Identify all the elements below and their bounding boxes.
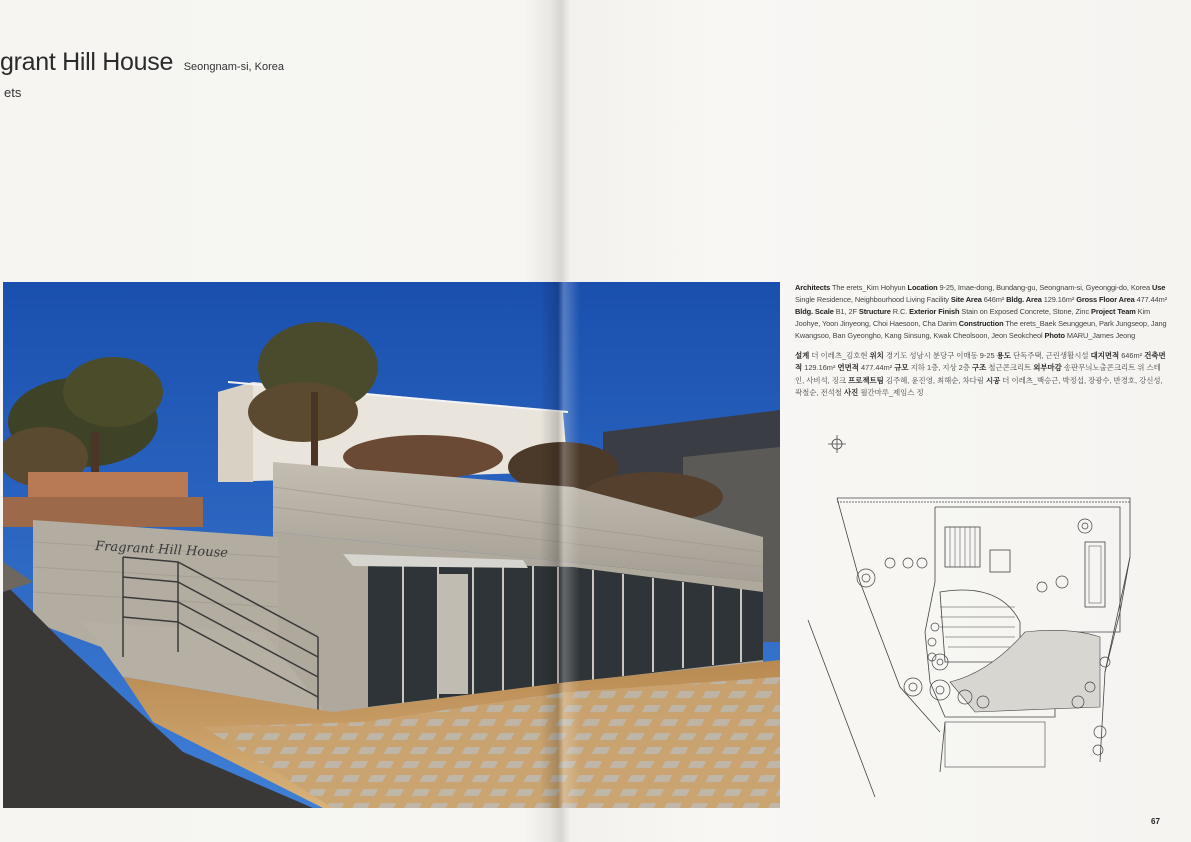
architect-name-fragment: ets [4, 85, 22, 100]
photo-illustration [3, 282, 780, 808]
credit-en-8: Exterior Finish Stain on Exposed Concrete, Stone, Zinc [909, 307, 1090, 316]
page-number: 67 [1151, 817, 1160, 826]
project-location: Seongnam-si, Korea [183, 61, 284, 73]
credit-en-9: Project Team Kim Joohye, Yoon Jinyeong, Choi Haesoon, Cha Darim [795, 307, 1151, 328]
credit-ko-1: 위치 경기도 성남시 분당구 이매동 9-25 [869, 351, 995, 360]
credit-ko-9: 프로젝트팀 김주혜, 윤진영, 최해순, 차다림 [848, 375, 984, 385]
credit-ko-7: 구조 철근콘크리트 [971, 363, 1032, 373]
site-plan [800, 432, 1160, 802]
credits-korean [795, 350, 1168, 399]
credit-en-1: Location 9-25, Imae-dong, Bundang-gu, Seongnam-si, Gyeonggi-do, Korea [907, 283, 1151, 292]
credit-ko-6: 규모 지하 1층, 지상 2층 [894, 363, 970, 373]
credit-ko-3: 대지면적 646m² [1090, 351, 1143, 360]
credit-ko-2: 용도 단독주택, 근린생활시설 [996, 351, 1089, 360]
credit-en-5: Gross Floor Area 477.44m² [1076, 295, 1168, 304]
credits-english [795, 282, 1168, 342]
credit-en-10: Construction The erets_Baek Seunggeun, Park Jungseop, Jang Kwangsoo, Ban Gyeongho, Kang Sinsung, Kwak Cheolsoon, Jeon Seokcheol [795, 319, 1167, 340]
credit-en-4: Bldg. Area 129.16m² [1006, 295, 1075, 304]
article-title [0, 48, 284, 77]
credit-ko-4: 건축면적 129.16m² [795, 351, 1166, 373]
credit-en-11: Photo MARU_James Jeong [1044, 331, 1136, 340]
credit-ko-11: 사진 월간마루_제임스 정 [844, 387, 924, 397]
north-arrow-icon [828, 435, 846, 453]
project-name: grant Hill House [0, 48, 174, 76]
credit-en-7: Structure R.C. [858, 307, 908, 316]
credit-ko-0: 설계 더 이레츠_김호현 [795, 351, 868, 360]
building-sign: Fragrant Hill House [94, 539, 229, 561]
credit-ko-10: 시공 더 이레츠_백승근, 박정섭, 장광수, 반경호, 강신성, 곽철순, 전석철 [795, 375, 1163, 397]
credit-ko-5: 연면적 477.44m² [837, 363, 893, 373]
building-photo [3, 282, 780, 808]
credit-en-2: Use Single Residence, Neighbourhood Living Facility [795, 283, 1166, 304]
credit-en-3: Site Area 646m² [950, 295, 1005, 304]
credit-ko-8: 외부마감 송판무늬노출콘크리트 위 스테인, 사비석, 징크 [795, 363, 1161, 385]
credit-en-0: Architects The erets_Kim Hohyun [795, 283, 906, 292]
credit-en-6: Bldg. Scale B1, 2F [795, 307, 857, 316]
